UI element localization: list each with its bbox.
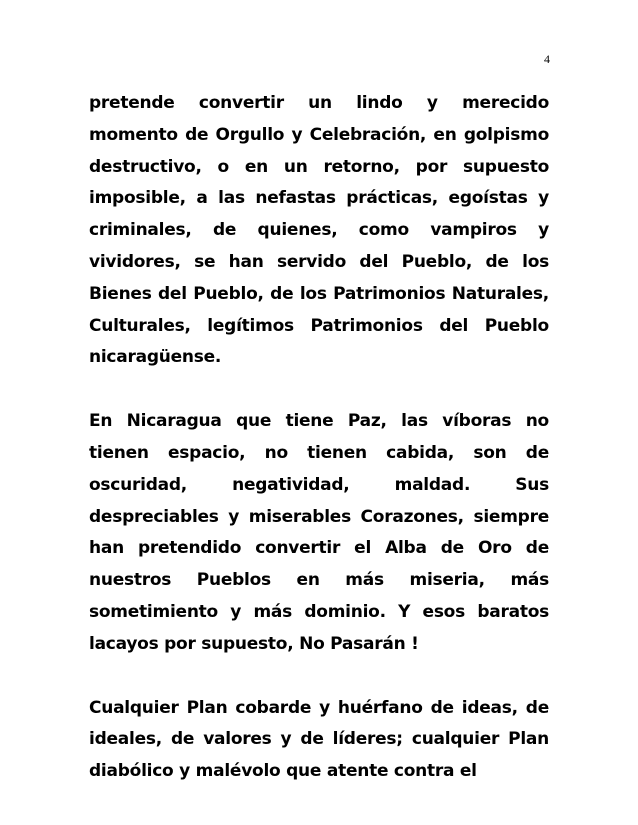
paragraph-3: Cualquier Plan cobarde y huérfano de ideas, de ideales, de valores y de líderes; cualquier Plan diabólico y malévolo que atente contra el (89, 697, 549, 782)
paragraph-1: pretende convertir un lindo y merecido momento de Orgullo y Celebración, en golpismo destructivo, o en un retorno, por supuesto imposible, a las nefastas prácticas, egoístas y criminales, de quienes, como vampiros y vividores, se han servido del Pueblo, de los Bienes del Pueblo, de los Patrimonios Naturales, Culturales, legítimos Patrimonios del Pueblo nicaragüense. (89, 93, 549, 368)
paragraph-2: En Nicaragua que tiene Paz, las víboras no tienen espacio, no tienen cabida, son de oscuridad, negatividad, maldad. Sus despreciables y miserables Corazones, siempre han pretendido convertir el Alba de Oro de nuestros Pueblos en más miseria, más sometimiento y más dominio. Y esos baratos lacayos por supuesto, No Pasarán ! (89, 411, 549, 654)
document-body (89, 88, 549, 788)
page-number: 4 (544, 52, 550, 66)
